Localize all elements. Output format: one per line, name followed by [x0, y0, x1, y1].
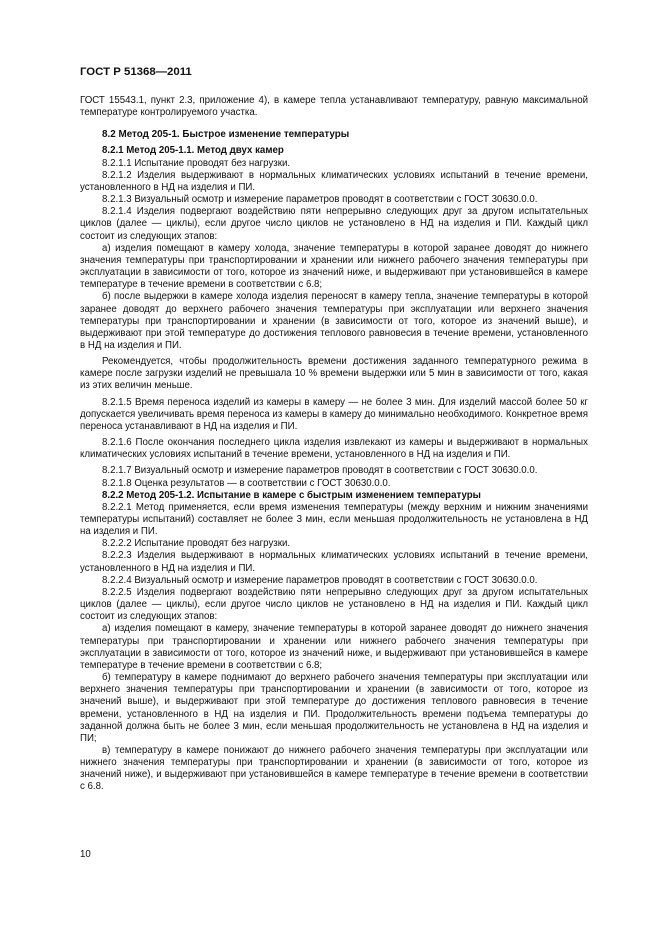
- paragraph-8-2-1-8: 8.2.1.8 Оценка результатов — в соответствии с ГОСТ 30630.0.0.: [102, 477, 391, 489]
- paragraph-8-2-1-4-b: б) после выдержки в камере холода изделия переносят в камеру тепла, значение температуры в которой заранее доводят до верхнего рабочего значения температуры при эксплуатации или верхнего значения температуры при транспортировании и хранении (в зависимости от того, которое из значений выше), и выдерживают при этой температуре до достижения теплового равновесия в течение времени, установленного в НД на изделия и ПИ.: [80, 291, 588, 351]
- paragraph-8-2-2-2: 8.2.2.2 Испытание проводят без нагрузки.: [102, 538, 291, 550]
- paragraph-8-2-1-1: 8.2.1.1 Испытание проводят без нагрузки.: [102, 157, 291, 169]
- section-8-2-1-heading: 8.2.1 Метод 205-1.1. Метод двух камер: [102, 145, 284, 157]
- paragraph-8-2-1-4: 8.2.1.4 Изделия подвергают воздействию пяти непрерывно следующих друг за другом испытательных циклов (далее — циклы), если другое число циклов не установлено в НД на изделия и ПИ. Каждый цикл состоит из следующих этапов:: [80, 206, 588, 242]
- paragraph-8-2-1-7: 8.2.1.7 Визуальный осмотр и измерение параметров проводят в соответствии с ГОСТ 30630.0.0.: [102, 465, 538, 477]
- document-body: [80, 95, 588, 794]
- paragraph-8-2-1-5: 8.2.1.5 Время переноса изделий из камеры в камеру — не более 3 мин. Для изделий массой более 50 кг допускается увеличивать время переноса из камеры в камеру до минимально необходимого. Конкретное время переноса устанавливают в НД на изделия и ПИ.: [80, 396, 588, 432]
- paragraph-8-2-1-3: 8.2.1.3 Визуальный осмотр и измерение параметров проводят в соответствии с ГОСТ 30630.0.0.: [102, 194, 538, 206]
- intro-paragraph: ГОСТ 15543.1, пункт 2.3, приложение 4), в камере тепла устанавливают температуру, равную максимальной температуре контролируемого участка.: [80, 95, 588, 119]
- paragraph-8-2-2-5: 8.2.2.5 Изделия подвергают воздействию пяти непрерывно следующих друг за другом испытательных циклов (далее — циклы), если другое число циклов не установлено в НД на изделия и ПИ. Каждый цикл состоит из следующих этапов:: [80, 586, 588, 623]
- standard-header: ГОСТ Р 51368—2011: [80, 66, 192, 78]
- paragraph-8-2-1-2: 8.2.1.2 Изделия выдерживают в нормальных климатических условиях испытаний в течение времени, установленного в НД на изделия и ПИ.: [80, 169, 588, 193]
- paragraph-8-2-2-3: 8.2.2.3 Изделия выдерживают в нормальных климатических условиях испытаний в течение времени, установленного в НД на изделия и ПИ.: [80, 550, 588, 574]
- recommendation-paragraph: Рекомендуется, чтобы продолжительность времени достижения заданного температурного режима в камере после загрузки изделий не превышала 10 % времени выдержки или 5 мин в зависимости от того, какая из этих величин меньше.: [80, 356, 588, 392]
- paragraph-8-2-1-4-a: а) изделия помещают в камеру холода, значение температуры в которой заранее доводят до нижнего значения температуры при транспортировании и хранении или нижнего рабочего значения температуры при эксплуатации в зависимости от того, которое из значений ниже, и выдерживают при установившейся в камере температуре в течение времени в соответствии с 6.8;: [80, 242, 588, 291]
- paragraph-8-2-2-5-b: б) температуру в камере поднимают до верхнего рабочего значения температуры при эксплуатации или верхнего значения температуры при транспортировании и хранении (в зависимости от того, которое из значений выше), и выдерживают при этой температуре до достижения теплового равновесия в течение времени, установленного в НД на изделия и ПИ. Продолжительность времени подъема температуры до заданной должна быть не более 3 мин, если меньшая продолжительность не установлена в НД на изделия и ПИ;: [80, 672, 588, 744]
- page-number: 10: [80, 849, 91, 860]
- paragraph-8-2-2-5-c: в) температуру в камере понижают до нижнего рабочего значения температуры при эксплуатации или нижнего значения температуры при транспортировании и хранении (в зависимости от того, которое из значений ниже), и выдерживают при установившейся в камере температуре в течение времени в соответствии с 6.8.: [80, 744, 588, 793]
- paragraph-8-2-2-4: 8.2.2.4 Визуальный осмотр и измерение параметров проводят в соответствии с ГОСТ 30630.0.0.: [102, 574, 538, 586]
- section-8-2-2-heading: 8.2.2 Метод 205-1.2. Испытание в камере с быстрым изменением температуры: [102, 489, 481, 501]
- paragraph-8-2-1-6: 8.2.1.6 После окончания последнего цикла изделия извлекают из камеры и выдерживают в нормальных климатических условиях испытаний в течение времени, установленного в НД на изделия и ПИ.: [80, 437, 588, 461]
- paragraph-8-2-2-1: 8.2.2.1 Метод применяется, если время изменения температуры (между верхним и нижним значениями температуры испытаний) составляет не более 3 мин, если меньшая продолжительность не установлена в НД на изделия и ПИ.: [80, 501, 588, 538]
- section-8-2-heading: 8.2 Метод 205-1. Быстрое изменение температуры: [102, 129, 350, 141]
- paragraph-8-2-2-5-a: а) изделия помещают в камеру, значение температуры в которой заранее доводят до нижнего значения температуры при транспортировании и хранении или нижнего рабочего значения температуры при эксплуатации в зависимости от того, которое из значений ниже, и выдерживают при установившейся в камере температуре в течение времени в соответствии с 6.8;: [80, 623, 588, 671]
